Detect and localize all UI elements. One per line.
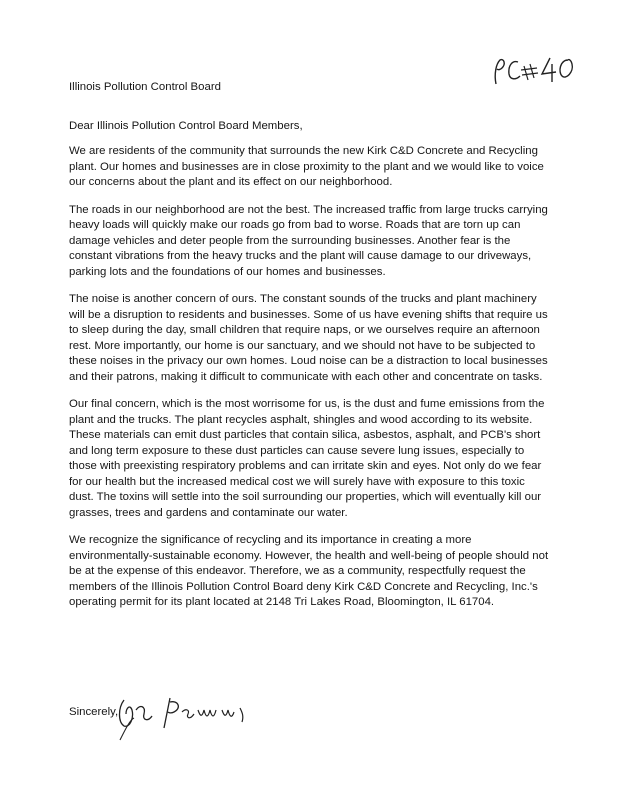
paragraph-dust: Our final concern, which is the most worrisome for us, is the dust and fume emissions from the plant and the trucks. The plant recycles asphalt, shingles and wood according to its website. These materials can emit dust particles that contain silica, asbestos, asphalt, and PCB's short and long term exposure to these dust particles can cause severe lung issues, especially to those with preexisting respiratory problems and can irritate skin and eyes. Not only do we fear for our health but the increased medical cost we will surely have with exposure to this toxic dust. The toxins will settle into the soil surrounding our properties, which will eventually kill our grasses, trees and gardens and contaminate our water. <box>69 398 545 519</box>
stamp-mark-icon <box>490 52 580 92</box>
signature <box>112 688 262 748</box>
letter-body <box>69 144 549 623</box>
handwritten-stamp <box>490 52 580 92</box>
paragraph-introduction: We are residents of the community that surrounds the new Kirk C&D Concrete and Recycling plant. Our homes and businesses are in close proximity to the plant and we would like to voice our concerns about the plant and its effect on our neighborhood. <box>69 145 544 188</box>
paragraph-request: We recognize the significance of recycling and its importance in creating a more environmentally-sustainable economy. However, the health and well-being of people should not be at the expense of this endeavor. Therefore, we as a community, respectfully request the members of the Illinois Pollution Control Board deny Kirk C&D Concrete and Recycling, Inc.'s operating permit for its plant located at 2148 Tri Lakes Road, Bloomington, IL 61704. <box>69 534 549 608</box>
salutation: Dear Illinois Pollution Control Board Members, <box>69 120 303 132</box>
addressee: Illinois Pollution Control Board <box>69 81 221 93</box>
closing: Sincerely, <box>69 706 119 718</box>
paragraph-roads: The roads in our neighborhood are not the best. The increased traffic from large trucks carrying heavy loads will quickly make our roads go from bad to worse. Roads that are torn up can damage vehicles and deter people from the surrounding businesses. Another fear is the constant vibrations from the heavy trucks and the plant will cause damage to our driveways, parking lots and the foundations of our homes and businesses. <box>69 203 548 278</box>
paragraph-noise: The noise is another concern of ours. The constant sounds of the trucks and plant machinery will be a disruption to residents and businesses. Some of us have evening shifts that require us to sleep during the day, small children that require naps, or we ourselves require an afternoon rest. More importantly, our home is our sanctuary, and we should not have to be subjected to these noises in the privacy our own homes. Loud noise can be a distraction to local businesses and their patrons, making it difficult to communicate with each other and concentrate on tasks. <box>69 293 548 383</box>
handwritten-signature-icon <box>112 688 262 748</box>
